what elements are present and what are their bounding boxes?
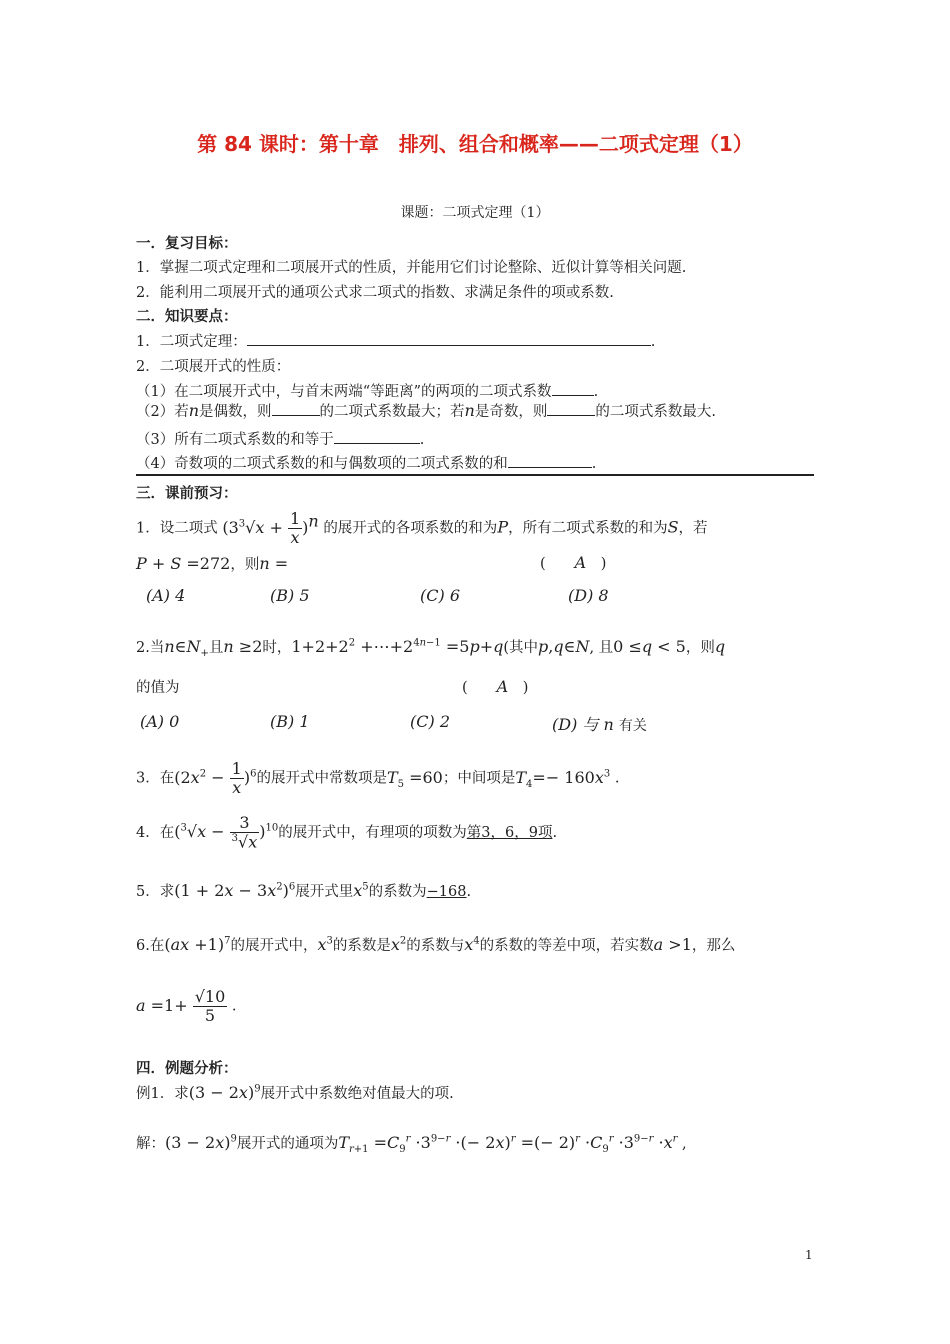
answer-blank[interactable]: [272, 401, 320, 416]
q4-answer: 第3，6，9项: [466, 824, 553, 841]
q1-option-d[interactable]: (D) 8: [568, 586, 609, 605]
question-6: 6.在(ax +1)$^7$的展开式中，$x^3$的系数是$x^2$的系数与$x^4$的系数的等差中项，若实数a >1，那么: [136, 935, 736, 954]
answer-blank[interactable]: [247, 331, 651, 346]
q1-option-c[interactable]: (C) 6: [420, 586, 460, 605]
section-heading-preview: 三．课前预习：: [136, 486, 238, 502]
question-4: 4．在($^3$√x − $\frac{3}{^3√x}$ )$^{10}$的展开式中，有理项的项数为第3，6，9项.: [136, 813, 558, 851]
question-1-answer: ( A ): [540, 553, 607, 572]
q1-option-b[interactable]: (B) 5: [270, 586, 310, 605]
question-2: 2.当$n\in N_+$且n ≥2时，$1+2+2^2$ $+\cdots+2^{4n-1} =5p+q$(其中p,q∈N, 且0 ≤q < 5，则q: [136, 637, 726, 660]
section-heading-examples: 四．例题分析：: [136, 1061, 238, 1077]
page-title: 第 84 课时：第十章 排列、组合和概率——二项式定理（1）: [197, 132, 753, 156]
example-1: 例1．求$(3 - 2x)^9$展开式中系数绝对值最大的项.: [136, 1083, 454, 1102]
question-2-answer: ( A ): [462, 677, 529, 696]
answer-blank[interactable]: [334, 429, 420, 444]
goal-2: 2．能利用二项展开式的通项公式求二项式的指数、求满足条件的项或系数.: [136, 285, 614, 301]
question-6-answer: a =1+ $\frac{√10}{5}$ .: [136, 987, 237, 1025]
q5-answer: −168: [426, 884, 467, 900]
q2-option-b[interactable]: (B) 1: [270, 712, 310, 731]
q1-option-a[interactable]: (A) 4: [146, 586, 186, 605]
question-1-cont: P + S =272，则n =: [136, 554, 289, 573]
property-2: （2）若n是偶数，则 的二项式系数最大；若n是奇数，则 的二项式系数最大.: [136, 401, 716, 420]
property-1: （1）在二项展开式中，与首末两端“等距离”的两项的二项式系数 .: [136, 380, 598, 401]
question-1: 1．设二项式 ($3^3√x$ + $\frac{1}{x}$ )$^n$ 的展开式的各项系数的和为P，所有二项式系数的和为S，若: [136, 509, 708, 547]
answer-blank[interactable]: [552, 381, 594, 396]
q2-option-d[interactable]: (D) 与 n 有关: [552, 715, 647, 734]
knowledge-label: 1．二项式定理：: [136, 334, 247, 350]
section-heading-knowledge: 二．知识要点：: [136, 309, 238, 325]
section-divider: [136, 474, 814, 476]
section-heading-goals: 一．复习目标：: [136, 236, 238, 252]
q2-option-a[interactable]: (A) 0: [140, 712, 180, 731]
question-5: 5．求$(1 + 2x - 3x^2)^6$展开式里$x^5$的系数为−168.: [136, 881, 472, 900]
property-4: （4）奇数项的二项式系数的和与偶数项的二项式系数的和 .: [136, 452, 596, 473]
question-2-cont: 的值为: [136, 680, 180, 696]
example-1-solution: 解：$(3 - 2x)^9$展开式的通项为$T_{r+1} =C_9^r \cdot 3^{9-r}$ ·(− 2x)$^r$ =(− $2)^r \cdot C_9^r \cdot 3^{9-r} \cdot x^r$ ,: [136, 1133, 687, 1156]
question-3: 3．在($2x^2$ − $\frac{1}{x}$ )$^6$的展开式中常数项是$T_5 =60$；中间项是$T_4=- 160x^3$ .: [136, 759, 620, 797]
goal-1: 1．掌握二项式定理和二项展开式的性质，并能用它们讨论整除、近似计算等相关问题.: [136, 260, 687, 276]
q2-option-c[interactable]: (C) 2: [410, 712, 450, 731]
lesson-subtitle: 课题：二项式定理（1）: [400, 205, 550, 221]
page-number: 1: [805, 1248, 813, 1262]
answer-blank[interactable]: [508, 453, 592, 468]
knowledge-item-1: 1．二项式定理： .: [136, 330, 655, 351]
property-3: （3）所有二项式系数的和等于 .: [136, 428, 424, 449]
answer-blank[interactable]: [547, 401, 595, 416]
knowledge-item-2: 2．二项展开式的性质：: [136, 359, 291, 375]
